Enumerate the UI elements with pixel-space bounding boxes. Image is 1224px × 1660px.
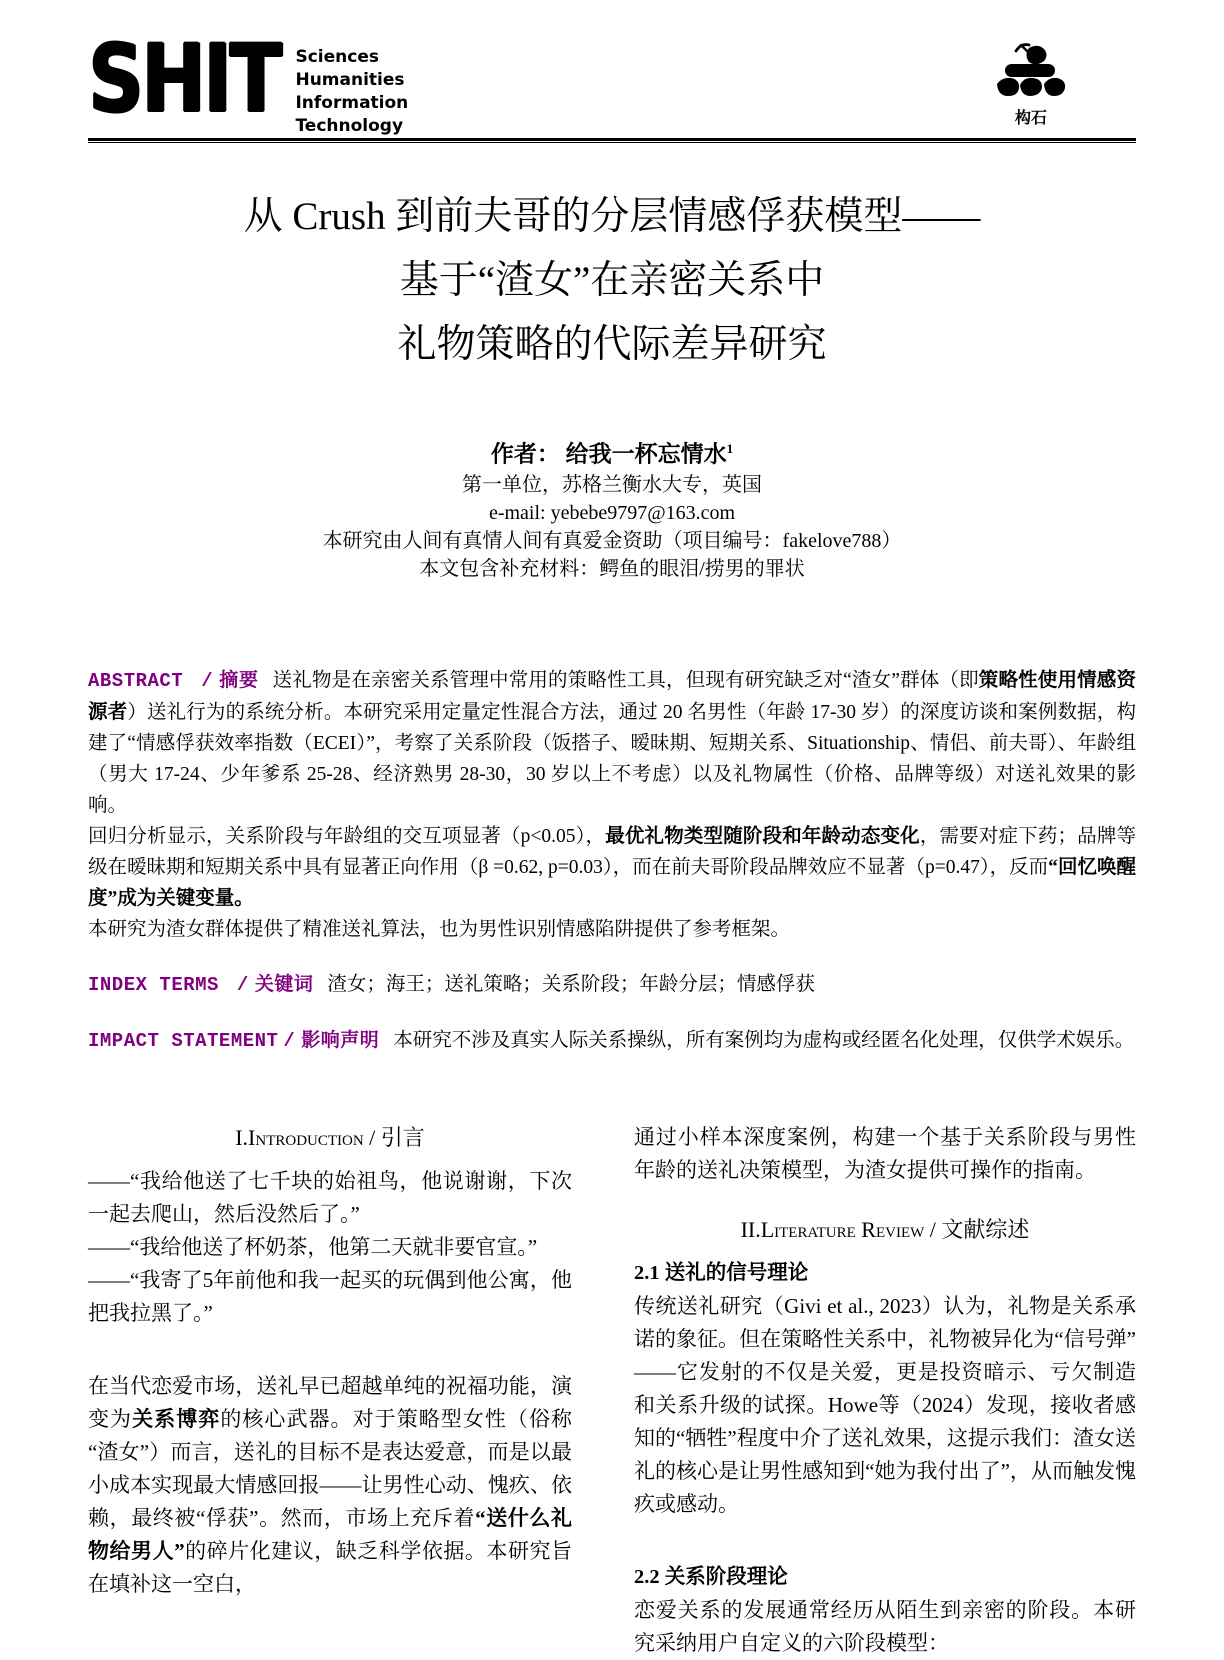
abstract-paragraph-2: 回归分析显示，关系阶段与年龄组的交互项显著（p<0.05），最优礼物类型随阶段和年龄动态变化，需要对症下药；品牌等级在暧昧期和短期关系中具有显著正向作用（β =0.62, p=0.03），而在前夫哥阶段品牌效应不显著（p=0.47），反而“回忆唤醒度”成为关键变量。 — [88, 825, 1136, 909]
introduction-heading: I.Introduction / 引言 — [235, 1124, 425, 1150]
author-affiliation: 第一单位，苏格兰衡水大专，英国 — [462, 473, 762, 496]
author-affiliation-mark: 1 — [726, 441, 734, 456]
paper-title — [88, 185, 1136, 377]
author-name-line — [88, 433, 1136, 471]
subsection-2-1-text: 传统送礼研究（Givi et al., 2023）认为，礼物是关系承诺的象征。但在策略性关系中，礼物被异化为“信号弹”——它发射的不仅是关爱，更是投资暗示、亏欠制造和关系升级的试探。Howe等（2024）发现，接收者感知的“牺牲”程度中介了送礼效果，这提示我们：渣女送礼的核心是让男性感知到“她为我付出了”，从而触发愧疚或感动。 — [634, 1293, 1136, 1516]
spacer — [634, 1521, 1136, 1561]
publisher-logo-label: 构石 — [1014, 108, 1047, 127]
masthead-divider — [88, 138, 1136, 143]
journal-logo-group — [88, 25, 409, 138]
abstract-label-zh: 摘要 — [219, 669, 259, 691]
paper-title-line-3: 礼物策略的代际差异研究 — [397, 323, 827, 366]
subsection-2-1-title: 2.1 送礼的信号理论 — [634, 1261, 809, 1284]
intro-quote-1: ——“我给他送了七千块的始祖鸟，他说谢谢，下次一起去爬山，然后没然后了。” — [88, 1168, 572, 1226]
impact-text: 本研究不涉及真实人际关系操纵，所有案例均为虚构或经匿名化处理，仅供学术娱乐。 — [393, 1029, 1135, 1051]
index-terms-label-zh: 关键词 — [254, 973, 314, 995]
abstract-paragraph-3: 本研究为渣女群体提供了精准送礼算法，也为男性识别情感陷阱提供了参考框架。 — [88, 918, 791, 940]
impact-label-zh: 影响声明 — [301, 1029, 380, 1051]
spacer — [88, 1330, 572, 1370]
index-terms-separator: / — [236, 973, 249, 996]
author-block — [88, 433, 1136, 583]
tagline-line: Information — [295, 93, 409, 113]
impact-separator: / — [283, 1029, 296, 1052]
abstract-label-separator: / — [201, 669, 214, 692]
author-email: e-mail: yebebe9797@163.com — [488, 501, 736, 524]
journal-acronym-logo: SHIT — [88, 25, 280, 134]
intro-quote-2: ——“我给他送了杯奶茶，他第二天就非要官宣。” — [88, 1234, 538, 1259]
intro-paragraph-continued: 通过小样本深度案例，构建一个基于关系阶段与男性年龄的送礼决策模型，为渣女提供可操作的指南。 — [634, 1124, 1136, 1182]
index-terms-list: 渣女；海王；送礼策略；关系阶段；年龄分层；情感俘获 — [327, 973, 815, 995]
abstract-label-en: ABSTRACT — [88, 669, 184, 692]
subsection-2-2-text: 恋爱关系的发展通常经历从陌生到亲密的阶段。本研究采纳用户自定义的六阶段模型： — [634, 1597, 1136, 1655]
abstract-paragraph-1 — [88, 665, 1136, 821]
intro-quote-3: ——“我寄了5年前他和我一起买的玩偶到他公寓，他把我拉黑了。” — [88, 1267, 572, 1325]
author-name: 作者： 给我一杯忘情水 — [490, 441, 727, 467]
impact-label-en: IMPACT STATEMENT — [88, 1029, 279, 1052]
rock-cairn-icon — [991, 89, 1071, 106]
literature-review-heading: II.Literature Review / 文献综述 — [740, 1216, 1030, 1242]
impact-statement-line — [88, 1025, 1136, 1057]
masthead — [88, 25, 1136, 136]
supplementary-note: 本文包含补充材料：鳄鱼的眼泪/捞男的罪状 — [419, 557, 805, 580]
intro-paragraph: 在当代恋爱市场，送礼早已超越单纯的祝福功能，演变为关系博弈的核心武器。对于策略型女性（俗称“渣女”）而言，送礼的目标不是表达爱意，而是以最小成本实现最大情感回报——让男性心动、愧疚、依赖，最终被“俘获”。然而，市场上充斥着“送什么礼物给男人”的碎片化建议，缺乏科学依据。本研究旨在填补这一空白， — [88, 1373, 573, 1596]
left-column — [88, 1121, 572, 1660]
index-terms-label-en: INDEX TERMS — [88, 973, 219, 996]
abstract-section — [88, 665, 1136, 945]
tagline-line: Technology — [295, 116, 404, 136]
paper-title-line-2: 基于“渣女”在亲密关系中 — [399, 259, 825, 302]
spacer — [634, 1187, 1136, 1213]
tagline-line: Humanities — [295, 70, 405, 90]
right-column — [634, 1121, 1136, 1660]
tagline-line: Sciences — [295, 47, 379, 67]
abstract-text-1: 送礼物是在亲密关系管理中常用的策略性工具，但现有研究缺乏对“渣女”群体（即策略性使用情感资源者）送礼行为的系统分析。本研究采用定量定性混合方法，通过 20 名男性（年龄 17-30 岁）的深度访谈和案例数据，构建了“情感俘获效率指数（ECEI）”，考察了关系阶段（饭搭子、暧昧期、短期关系、Situationship、情侣、前夫哥）、年龄组（男大 17-24、少年爹系 25-28、经济熟男 28-30，30 岁以上不考虑）以及礼物属性（价格、品牌等级）对送礼效果的影响。 — [88, 669, 1136, 816]
publisher-logo — [988, 44, 1074, 128]
funding-statement: 本研究由人间有真情人间有真爱金资助（项目编号：fakelove788） — [322, 529, 902, 552]
paper-title-line-1: 从 Crush 到前夫哥的分层情感俘获模型—— — [243, 195, 981, 238]
journal-tagline — [295, 46, 408, 138]
subsection-2-2-title: 2.2 关系阶段理论 — [634, 1565, 788, 1588]
two-column-body — [88, 1121, 1136, 1660]
index-terms-line — [88, 969, 1136, 1001]
